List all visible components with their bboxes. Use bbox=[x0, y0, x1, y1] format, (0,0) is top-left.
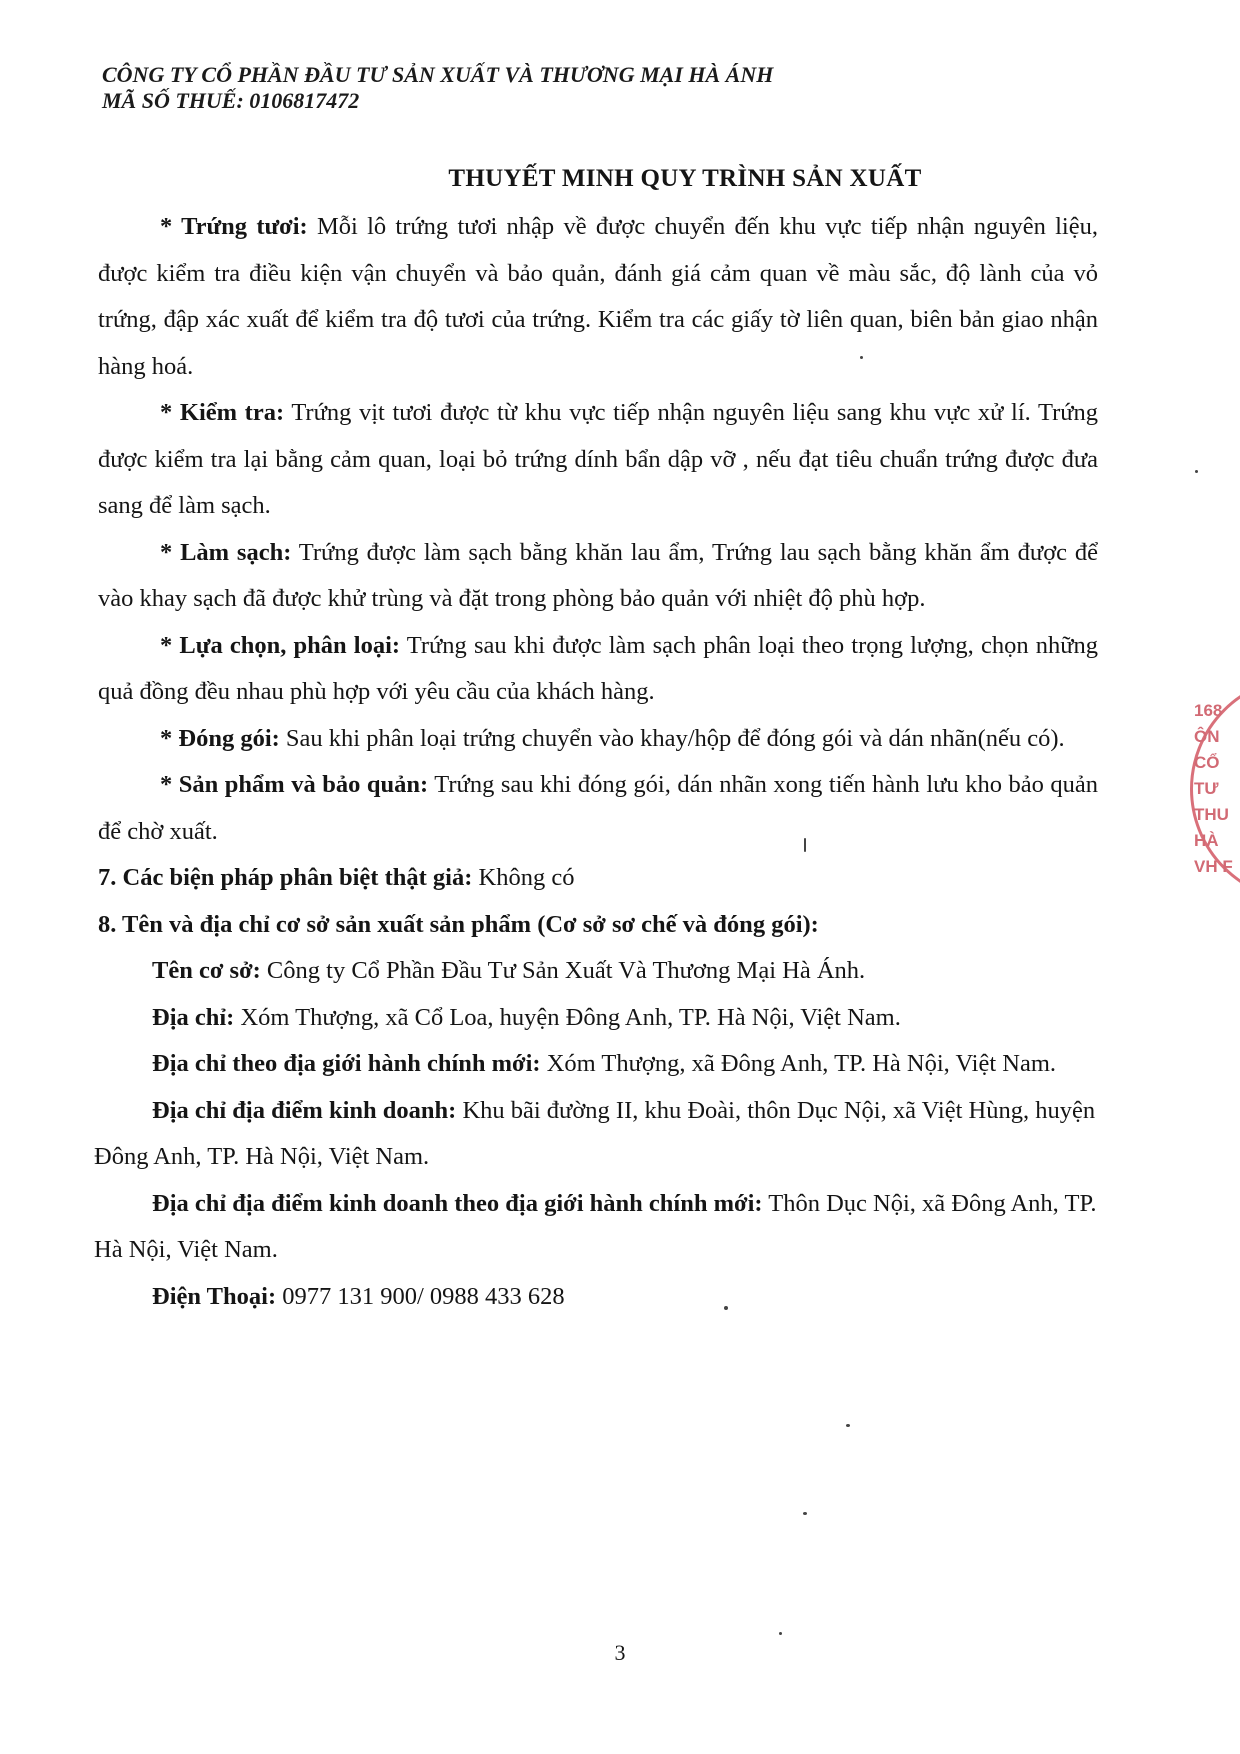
seal-text bbox=[1194, 698, 1240, 880]
seal-line: HÀ bbox=[1194, 831, 1219, 850]
detail-value: Công ty Cổ Phần Đầu Tư Sản Xuất Và Thương Mại Hà Ánh. bbox=[260, 957, 866, 984]
section-7-value: Không có bbox=[472, 864, 575, 891]
step-cleaning bbox=[98, 530, 1098, 623]
scan-speck bbox=[803, 1512, 807, 1515]
detail-value: Xóm Thượng, xã Cổ Loa, huyện Đông Anh, TP. Hà Nội, Việt Nam. bbox=[234, 1003, 901, 1031]
document-body bbox=[94, 204, 1099, 1320]
step-inspection bbox=[98, 390, 1098, 530]
section-8-heading: 8. Tên và địa chỉ cơ sở sản xuất sản phẩm (Cơ sở sơ chế và đóng gói): bbox=[98, 910, 819, 938]
step-text: Sau khi phân loại trứng chuyển vào khay/hộp để đóng gói và dán nhãn(nếu có). bbox=[279, 724, 1065, 752]
scan-speck bbox=[724, 1306, 728, 1310]
step-storage bbox=[98, 762, 1098, 855]
detail-label: Địa chỉ: bbox=[152, 1003, 235, 1031]
scan-speck bbox=[860, 356, 863, 359]
company-seal bbox=[1180, 676, 1240, 906]
seal-line: TƯ bbox=[1194, 779, 1219, 798]
page-number: 3 bbox=[614, 1640, 626, 1665]
facility-address bbox=[98, 995, 1098, 1042]
step-text: Trứng sau khi đóng gói, dán nhãn xong tiến hành lưu kho bảo quản để chờ xuất. bbox=[98, 771, 1098, 845]
step-text: Trứng vịt tươi được từ khu vực tiếp nhận nguyên liệu sang khu vực xử lí. Trứng được kiểm tra lại bằng cảm quan, loại bỏ trứng dính bẩn dập vỡ , nếu đạt tiêu chuẩn trứng được đưa sang để làm sạch. bbox=[98, 399, 1099, 519]
seal-line: VH F bbox=[1194, 857, 1233, 876]
step-packing bbox=[98, 716, 1098, 763]
document-title: THUYẾT MINH QUY TRÌNH SẢN XUẤT bbox=[448, 165, 922, 192]
step-label: * Sản phẩm và bảo quản: bbox=[160, 771, 429, 798]
step-label: * Trứng tươi: bbox=[160, 213, 308, 240]
step-label: * Lựa chọn, phân loại: bbox=[160, 631, 401, 659]
step-label: * Làm sạch: bbox=[160, 538, 292, 566]
facility-address-new bbox=[94, 1041, 1098, 1088]
scan-speck bbox=[779, 1632, 782, 1635]
seal-line: ÔN bbox=[1194, 727, 1220, 746]
detail-value: Thôn Dục Nội, xã Đông Anh, TP. Hà Nội, Việt Nam. bbox=[94, 1189, 1097, 1263]
step-sorting bbox=[98, 623, 1098, 716]
facility-name bbox=[98, 948, 1098, 995]
step-text: Trứng sau khi được làm sạch phân loại theo trọng lượng, chọn những quả đồng đều nhau phù hợp với yêu cầu của khách hàng. bbox=[98, 631, 1098, 705]
detail-label: Tên cơ sở: bbox=[152, 957, 261, 984]
company-header bbox=[102, 62, 773, 114]
detail-label: Điện Thoại: bbox=[152, 1282, 277, 1310]
business-address bbox=[94, 1088, 1098, 1181]
detail-value: 0977 131 900/ 0988 433 628 bbox=[276, 1282, 565, 1310]
step-label: * Đóng gói: bbox=[160, 724, 280, 752]
scan-speck bbox=[1195, 470, 1198, 473]
detail-value: Xóm Thượng, xã Đông Anh, TP. Hà Nội, Việt Nam. bbox=[540, 1050, 1057, 1077]
step-text: Trứng được làm sạch bằng khăn lau ẩm, Trứng lau sạch bằng khăn ẩm được để vào khay sạch đã được khử trùng và đặt trong phòng bảo quản với nhiệt độ phù hợp. bbox=[98, 538, 1098, 612]
scan-speck bbox=[804, 838, 806, 852]
section-7 bbox=[98, 855, 1098, 902]
step-text: Mỗi lô trứng tươi nhập về được chuyển đến khu vực tiếp nhận nguyên liệu, được kiểm tra điều kiện vận chuyển và bảo quản, đánh giá cảm quan về màu sắc, độ lành của vỏ trứng, đập xác xuất để kiểm tra độ tươi của trứng. Kiểm tra các giấy tờ liên quan, biên bản giao nhận hàng hoá. bbox=[98, 213, 1098, 380]
detail-label: Địa chỉ địa điểm kinh doanh: bbox=[152, 1096, 457, 1124]
detail-value: Khu bãi đường II, khu Đoài, thôn Dục Nội, xã Việt Hùng, huyện Đông Anh, TP. Hà Nội, Việt Nam. bbox=[94, 1096, 1096, 1170]
step-label: * Kiểm tra: bbox=[160, 399, 285, 426]
detail-label: Địa chỉ theo địa giới hành chính mới: bbox=[152, 1050, 541, 1077]
detail-label: Địa chỉ địa điểm kinh doanh theo địa giới hành chính mới: bbox=[152, 1189, 763, 1217]
seal-line: CỔ bbox=[1194, 753, 1220, 772]
step-fresh-eggs bbox=[98, 204, 1098, 390]
seal-line: THU bbox=[1194, 805, 1229, 824]
phone bbox=[98, 1274, 1098, 1321]
company-name: CÔNG TY CỔ PHẦN ĐẦU TƯ SẢN XUẤT VÀ THƯƠNG MẠI HÀ ÁNH bbox=[102, 62, 774, 87]
tax-code: MÃ SỐ THUẾ: 0106817472 bbox=[102, 88, 360, 113]
scan-speck bbox=[846, 1424, 850, 1427]
section-7-label: 7. Các biện pháp phân biệt thật giả: bbox=[98, 864, 473, 891]
seal-line: 168 bbox=[1194, 701, 1223, 720]
business-address-new bbox=[94, 1181, 1098, 1274]
